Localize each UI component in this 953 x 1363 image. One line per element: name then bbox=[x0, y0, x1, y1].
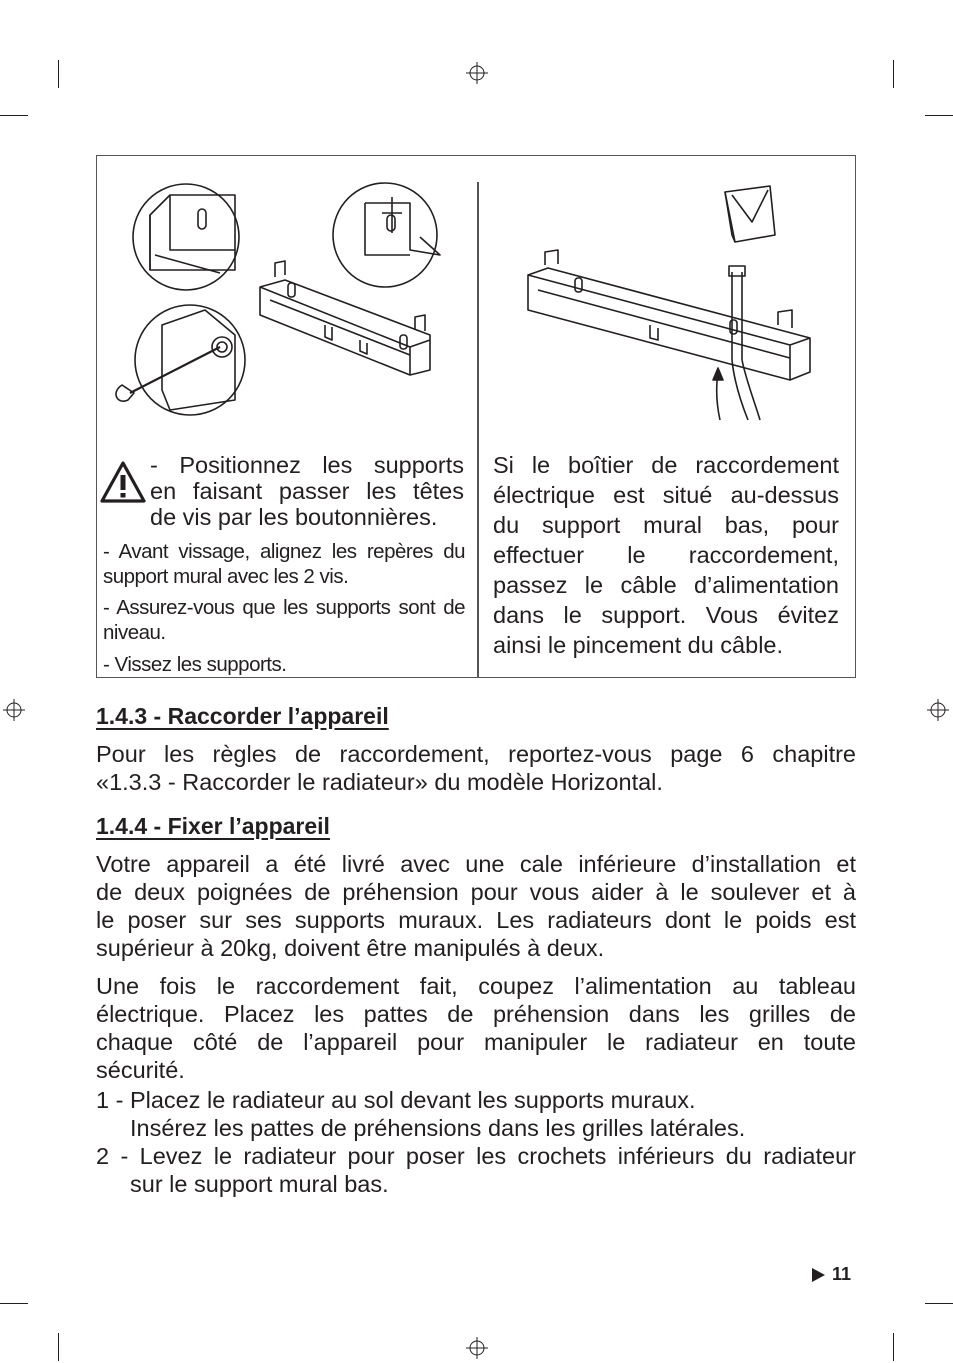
text-line: effectuer le raccordement, bbox=[493, 542, 839, 568]
text-line: sécurité. bbox=[96, 1057, 185, 1083]
crop-mark bbox=[0, 1303, 28, 1304]
text-line: de deux poignées de préhension pour vous aider à le soulever et à bbox=[96, 879, 856, 905]
text-line: électrique est situé au-dessus bbox=[493, 482, 839, 508]
steps-list bbox=[96, 1086, 856, 1198]
text-line: Une fois le raccordement fait, coupez l’alimentation au tableau bbox=[96, 973, 856, 999]
text-line: passez le câble d’alimentation bbox=[493, 572, 839, 598]
list-item: Insérez les pattes de préhensions dans les grilles latérales. bbox=[130, 1115, 746, 1141]
section-paragraph bbox=[96, 740, 856, 796]
registration-mark-icon bbox=[3, 699, 25, 721]
note-align: - Avant vissage, alignez les repères du support mural avec les 2 vis. bbox=[103, 540, 465, 588]
registration-mark-icon bbox=[466, 1337, 488, 1359]
text-line: «1.3.3 - Raccorder le radiateur» du modèle Horizontal. bbox=[96, 769, 663, 795]
text-line: en faisant passer les têtes bbox=[150, 478, 464, 504]
text-line: de vis par les boutonnières. bbox=[150, 504, 438, 530]
registration-mark-icon bbox=[927, 699, 949, 721]
section-heading: 1.4.3 - Raccorder l’appareil bbox=[96, 703, 389, 729]
triangle-right-icon bbox=[810, 1267, 826, 1283]
text-line: dans le support. Vous évitez bbox=[493, 602, 839, 628]
section-paragraph bbox=[96, 972, 856, 1084]
text-line: électrique. Placez les pattes de préhension dans les grilles de bbox=[96, 1001, 856, 1027]
crop-mark bbox=[925, 1303, 953, 1304]
text-line: Votre appareil a été livré avec une cale inférieure d’installation et bbox=[96, 851, 856, 877]
crop-mark bbox=[0, 115, 28, 116]
list-item: 1 - Placez le radiateur au sol devant les supports muraux. bbox=[96, 1087, 696, 1113]
list-item: 2 - Levez le radiateur pour poser les crochets inférieurs du radiateur bbox=[96, 1143, 856, 1169]
text-line: supérieur à 20kg, doivent être manipulés à deux. bbox=[96, 935, 605, 961]
text-line: Si le boîtier de raccordement bbox=[493, 452, 839, 478]
note-screw: - Vissez les supports. bbox=[103, 653, 287, 676]
cable-instruction bbox=[493, 450, 839, 660]
crop-mark bbox=[893, 1333, 894, 1361]
text-line: chaque côté de l’appareil pour manipuler le radiateur en toute bbox=[96, 1029, 856, 1055]
section-paragraph bbox=[96, 850, 856, 962]
crop-mark bbox=[58, 1333, 59, 1361]
page-footer bbox=[810, 1264, 851, 1285]
bracket-mounting-illustration bbox=[110, 175, 470, 425]
warning-instruction bbox=[150, 452, 464, 530]
crop-mark bbox=[893, 60, 894, 88]
page-number: 11 bbox=[832, 1264, 852, 1284]
crop-mark bbox=[58, 60, 59, 88]
section-heading: 1.4.4 - Fixer l’appareil bbox=[96, 813, 330, 839]
text-line: - Positionnez les supports bbox=[150, 452, 464, 478]
text-line: le poser sur ses supports muraux. Les radiateurs dont le poids est bbox=[96, 907, 856, 933]
registration-mark-icon bbox=[466, 62, 488, 84]
text-line: ainsi le pincement du câble. bbox=[493, 632, 784, 658]
crop-mark bbox=[925, 115, 953, 116]
warning-icon bbox=[100, 460, 146, 504]
note-level: - Assurez-vous que les supports sont de niveau. bbox=[103, 596, 465, 644]
cable-routing-illustration bbox=[520, 180, 820, 425]
text-line: Pour les règles de raccordement, reportez-vous page 6 chapitre bbox=[96, 741, 856, 767]
text-line: du support mural bas, pour bbox=[493, 512, 839, 538]
panel-divider bbox=[477, 182, 479, 678]
list-item: sur le support mural bas. bbox=[130, 1171, 389, 1197]
